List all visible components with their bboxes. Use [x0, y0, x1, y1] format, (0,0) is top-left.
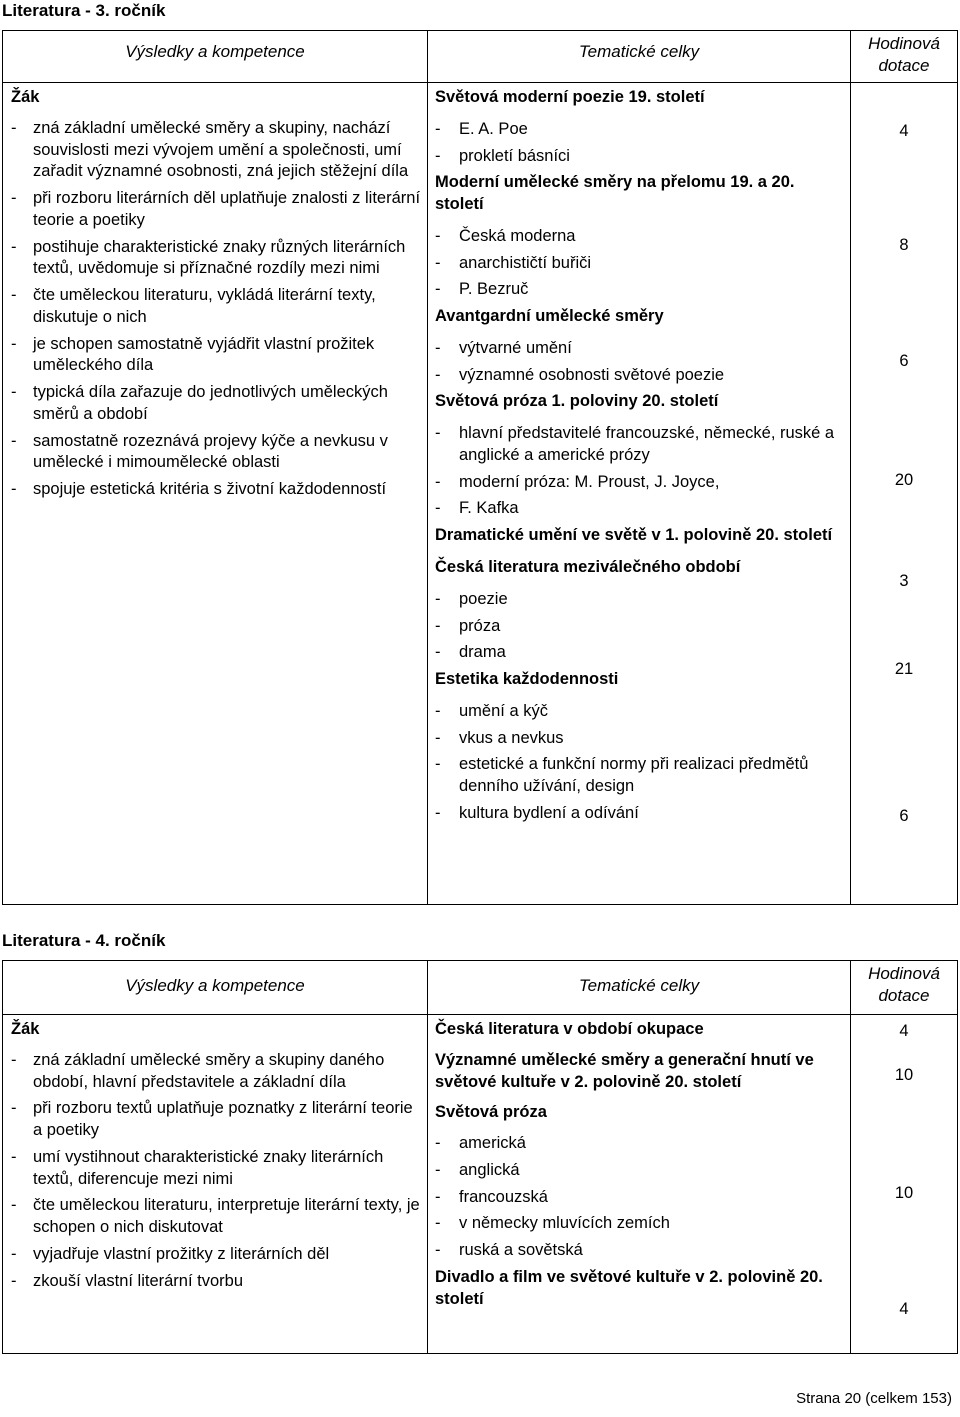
hours-value: 20: [894, 471, 914, 489]
header-topics: Tematické celky: [578, 42, 700, 61]
header-divider: [3, 1014, 957, 1015]
column-divider: [427, 961, 428, 1353]
column-divider: [427, 31, 428, 904]
hours-value: 4: [899, 122, 909, 140]
hours-value: 10: [894, 1184, 914, 1202]
hours-value: 10: [894, 1066, 914, 1084]
section-title: Literatura - 3. ročník: [2, 1, 166, 20]
topic-title: Česká literatura meziválečného období: [435, 558, 741, 577]
column-divider: [850, 961, 851, 1353]
topic-item: - americká: [435, 1134, 526, 1153]
topic-item: - P. Bezruč: [435, 280, 529, 299]
header-divider: [3, 82, 957, 83]
competence-item: - je schopen samostatně vyjádřit vlastní prožitek uměleckého díla: [11, 334, 375, 375]
hours-value: 6: [899, 352, 909, 370]
competence-item: - umí vystihnout charakteristické znaky literárních textů, diferencuje mezi nimi: [11, 1147, 384, 1188]
competence-item: - čte uměleckou literaturu, vykládá literární texty, diskutuje o nich: [11, 286, 376, 326]
hours-value: 21: [894, 660, 914, 678]
competence-item: - postihuje charakteristické znaky různých literárních textů, uvědomuje si příznačné rozdíly mezi nimi: [11, 237, 406, 278]
topic-item: - F. Kafka: [435, 499, 519, 518]
topic-title: Světová moderní poezie 19. století: [435, 88, 705, 106]
competence-item: - samostatně rozeznává projevy kýče a nevkusu v umělecké i mimoumělecké oblasti: [11, 431, 388, 472]
header-results: Výsledky a kompetence: [125, 42, 305, 61]
column-divider: [850, 31, 851, 904]
topic-item: - ruská a sovětská: [435, 1241, 583, 1260]
topic-item: - kultura bydlení a odívání: [435, 803, 639, 822]
topic-item: - estetické a funkční normy při realizaci předmětů denního užívání, design: [435, 755, 809, 796]
hours-value: 4: [899, 1300, 909, 1318]
topic-item: - anarchističtí buřiči: [435, 253, 592, 272]
curriculum-table: [2, 30, 958, 905]
competence-item: - zná základní umělecké směry a skupiny, nachází souvislosti mezi vývojem umění a společnosti, umí zařadit významné osobnosti, zná jejich stěžejní díla: [11, 118, 409, 181]
topic-title: Avantgardní umělecké směry: [435, 307, 664, 326]
competence-item: - vyjadřuje vlastní prožitky z literárních děl: [11, 1244, 330, 1263]
header-hours: Hodinová dotace: [868, 34, 940, 76]
competences-column: [11, 87, 421, 501]
hours-value: 3: [899, 572, 909, 590]
topics-column: [435, 1019, 835, 1310]
topic-title: Česká literatura v období okupace: [435, 1020, 704, 1038]
topic-item: - významné osobnosti světové poezie: [435, 365, 725, 384]
topic-item: - Česká moderna: [435, 226, 576, 245]
topic-item: - hlavní představitelé francouzské, německé, ruské a anglické a americké prózy: [435, 424, 835, 464]
curriculum-table: [2, 960, 958, 1354]
student-label: Žák: [11, 88, 40, 106]
topic-item: - anglická: [435, 1160, 520, 1179]
page-number: Strana 20 (celkem 153): [796, 1390, 952, 1408]
topic-title: Světová próza: [435, 1103, 547, 1122]
topic-item: - drama: [435, 643, 506, 662]
hours-value: 8: [899, 236, 909, 254]
topic-item: - prokletí básníci: [435, 146, 570, 165]
competence-item: - typická díla zařazuje do jednotlivých uměleckých směrů a období: [11, 383, 388, 423]
topic-title: Světová próza 1. poloviny 20. století: [435, 392, 719, 411]
topic-title: Významné umělecké směry a generační hnutí ve světové kultuře v 2. polovině 20. století: [435, 1050, 814, 1091]
topic-title: Moderní umělecké směry na přelomu 19. a 20. století: [435, 173, 795, 214]
header-results: Výsledky a kompetence: [125, 976, 305, 995]
topics-column: [435, 87, 835, 825]
competences-column: [11, 1019, 421, 1292]
hours-value: 4: [899, 1022, 909, 1040]
hours-value: 6: [899, 807, 909, 825]
topic-item: - moderní próza: M. Proust, J. Joyce,: [435, 472, 720, 491]
topic-title: Divadlo a film ve světové kultuře v 2. polovině 20. století: [435, 1267, 823, 1308]
competence-item: - čte uměleckou literaturu, interpretuje literární texty, je schopen o nich diskutovat: [11, 1196, 420, 1237]
competence-item: - zkouší vlastní literární tvorbu: [11, 1271, 244, 1290]
competence-item: - zná základní umělecké směry a skupiny daného období, hlavní představitele a základní díla: [11, 1050, 385, 1091]
competence-item: - spojuje estetická kritéria s životní každodenností: [11, 480, 387, 499]
competence-item: - při rozboru literárních děl uplatňuje znalosti z literární teorie a poetiky: [11, 189, 421, 229]
topic-item: - próza: [435, 616, 501, 635]
topic-item: - poezie: [435, 589, 508, 608]
student-label: Žák: [11, 1020, 40, 1038]
topic-title: Dramatické umění ve světě v 1. polovině 20. století: [435, 526, 833, 545]
topic-title: Estetika každodennosti: [435, 670, 619, 689]
header-topics: Tematické celky: [578, 976, 700, 995]
topic-item: - výtvarné umění: [435, 338, 572, 357]
header-hours: Hodinová dotace: [868, 964, 940, 1006]
topic-item: - umění a kýč: [435, 701, 548, 720]
section-title: Literatura - 4. ročník: [2, 931, 166, 950]
topic-item: - E. A. Poe: [435, 119, 528, 138]
competence-item: - při rozboru textů uplatňuje poznatky z literární teorie a poetiky: [11, 1099, 413, 1140]
topic-item: - v německy mluvících zemích: [435, 1214, 670, 1233]
topic-item: - francouzská: [435, 1187, 548, 1206]
topic-item: - vkus a nevkus: [435, 728, 564, 747]
